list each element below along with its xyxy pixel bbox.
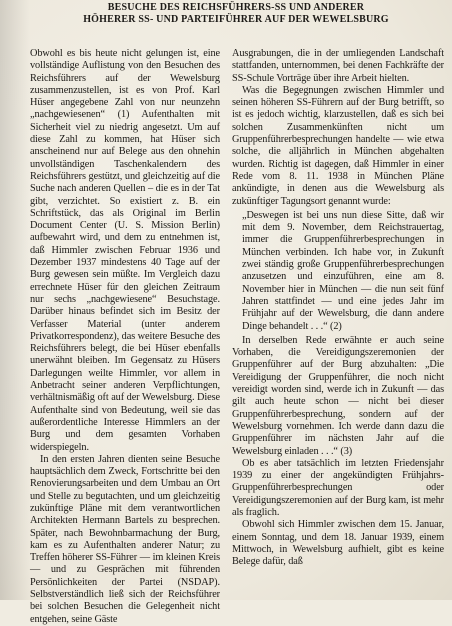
chapter-heading-line-1: BESUCHE DES REICHSFÜHRERS-SS UND ANDERER	[107, 2, 365, 13]
left-text-column	[30, 48, 220, 626]
chapter-heading-line-2: HÖHERER SS- UND PARTEIFÜHRER AUF DER WEWELSBURG	[83, 14, 389, 25]
block-quote: „Deswegen ist bei uns nun diese Sitte, daß wir mit dem 9. November, dem Reichstrauertag, immer die Gruppenführerbesprechungen in München verbinden. Ich habe vor, in Zukunft zwei ständig große Gruppenführerbesprechungen anzusetzen und einzuführen, eine am 8. November hier in München — die nun seit fünf Jahren stattfindet — und eine jedes Jahr im Frühjahr auf der Wewelsburg, die dann andere Dinge behandelt . . .“ (2)	[242, 209, 444, 332]
paragraph: Was die Begegnungen zwischen Himmler und seinen höheren SS-Führern auf der Burg betrifft, so ist es jedoch wichtig, klarzustellen, daß es sich bei solchen Zusammenkünften nicht um Gruppenführerbesprechungen handelte — wie etwa solche, die alljährlich in München abgehalten wurden. Richtig ist dagegen, daß Himmler in einer Rede vom 8. 11. 1938 in München Pläne ankündigte, in denen aus die Wewelsburg als zukünftiger Tagungsort genannt wurde:	[232, 84, 444, 207]
right-text-column	[232, 48, 444, 568]
paragraph: Ausgrabungen, die in der umliegenden Landschaft stattfanden, unternommen, bei denen Fachkräfte der SS-Schule Vorträge über ihre Arbeit hielten.	[232, 48, 444, 84]
paragraph: Obwohl es bis heute nicht gelungen ist, eine vollständige Auflistung von den Besuchen des Reichsführers auf der Wewelsburg zusammenzustellen, ist es von Prof. Karl Hüser angegebene Zahl von nur neunzehn „nachgewiesenen“ (1) Aufenthalten mit Sicherheit viel zu niedrig angesetzt. Um auf diese Zahl zu kommen, hat Hüser sich anscheinend nur auf Belege aus den ohnehin unvollständigen Taschenkalendern des Reichsführers gestützt, und gleichzeitig auf die Suche nach anderen Quellen – die es in der Tat gibt, verzichtet. So existiert z. B. ein Schriftstück, das als Original im Berlin Document Center (U. S. Mission Berlin) aufbewahrt wird, und dem zu entnehmen ist, daß Himmler zwischen Februar 1936 und Dezember 1937 mindestens 40 Tage auf der Burg gewesen sein müßte. Im Vergleich dazu errechnete Hüser für den gleichen Zeitraum nur sechs „nachgewiesene“ Besuchstage. Darüber hinaus befindet sich im Besitz der Verfasser Material (unter anderem Privatkorrespondenz), das weitere Besuche des Reichsführers belegt, die bei Hüser ebenfalls unerwähnt bleiben. Im Gegensatz zu Hüsers Darlegungen weilte Himmler, vor allem in Anbetracht seiner anderen Verpflichtungen, verhältnismäßig oft auf der Wewelsburg. Diese Aufenthalte sind von Bedeutung, weil sie das außerordentliche Interesse Himmlers an der Burg und dem gesamten Vorhaben widerspiegeln.	[30, 48, 220, 453]
paragraph: Ob es aber tatsächlich im letzten Friedensjahr 1939 zu einer der angekündigten Frühjahrs-Gruppenführerbesprechungen oder Vereidigungszeremonien auf der Burg kam, ist mehr als fraglich.	[232, 457, 444, 518]
paragraph: In den ersten Jahren dienten seine Besuche hauptsächlich dem Zweck, Fortschritte bei den Renovierungsarbeiten und dem Umbau an Ort und Stelle zu begutachten, und um gleichzeitig zukünftige Pläne mit dem verantwortlichen Architekten Hermann Bartels zu besprechen. Später, nach Bewohnbarmachung der Burg, kam es zu Aufenthalten anderer Natur; zu Treffen höherer SS-Führer — im kleinen Kreis — und zu Gesprächen mit führenden Persönlichkeiten der Partei (NSDAP). Selbstverständlich ließ sich der Reichsführer bei solchen Besuchen die Gelegenheit nicht entgehen, seine Gäste	[30, 453, 220, 625]
paragraph: Obwohl sich Himmler zwischen dem 15. Januar, einem Sonntag, und dem 18. Januar 1939, einem Mittwoch, in Wewelsburg aufhielt, gibt es keine Belege dafür, daß	[232, 519, 444, 568]
page-gutter-shadow	[0, 0, 30, 600]
chapter-heading	[20, 2, 452, 26]
paragraph: In derselben Rede erwähnte er auch seine Vorhaben, die Vereidigungszeremonien der Gruppenführer auf der Burg abzuhalten: „Die Vereidigung der Gruppenführer, die noch nicht vereidigt worden sind, werde ich in Zukunft — das gilt auch heute schon — nicht bei dieser Gruppenführerbesprechung, sondern auf der Wewelsburg vornehmen. Ich werde dann dazu die Gruppenführer im nächsten Jahr auf die Wewelsburg einladen . . .“ (3)	[232, 334, 444, 457]
